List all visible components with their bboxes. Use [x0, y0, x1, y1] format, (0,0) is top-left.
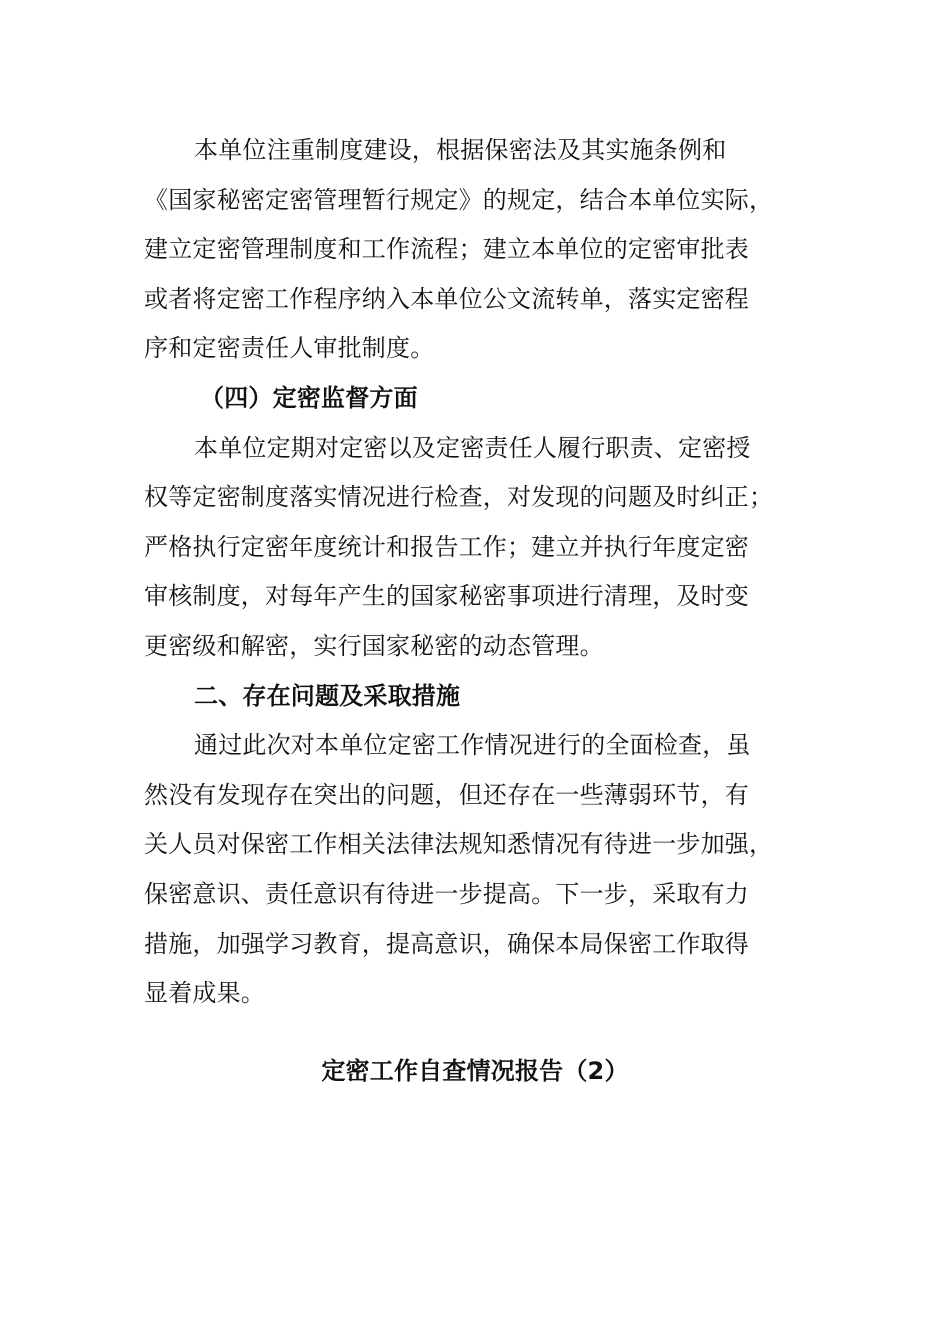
paragraph-line: 显着成果。: [144, 979, 265, 1008]
paragraph-line: 保密意识、责任意识有待进一步提高。下一步，采取有力: [144, 879, 749, 908]
paragraph-system-building: [144, 126, 808, 374]
section-heading-supervision: （四）定密监督方面: [200, 383, 418, 412]
paragraph-line: 审核制度，对每年产生的国家秘密事项进行清理，及时变: [144, 582, 749, 611]
paragraph-line: 权等定密制度落实情况进行检查，对发现的问题及时纠正；: [144, 483, 774, 512]
paragraph-problems: [144, 721, 808, 1019]
report-title: 定密工作自查情况报告（2）: [321, 1057, 629, 1085]
document-body: [144, 126, 808, 1019]
paragraph-line: 通过此次对本单位定密工作情况进行的全面检查，虽: [194, 731, 751, 760]
paragraph-line: 本单位定期对定密以及定密责任人履行职责、定密授: [194, 433, 751, 462]
paragraph-line: 措施，加强学习教育，提高意识，确保本局保密工作取得: [144, 929, 749, 958]
paragraph-line: 《国家秘密定密管理暂行规定》的规定，结合本单位实际，: [144, 185, 774, 214]
section-heading-problems: 二、存在问题及采取措施: [194, 681, 461, 710]
paragraph-line: 建立定密管理制度和工作流程；建立本单位的定密审批表: [144, 235, 749, 264]
paragraph-line: 本单位注重制度建设，根据保密法及其实施条例和: [194, 136, 727, 164]
paragraph-line: 更密级和解密，实行国家秘密的动态管理。: [144, 631, 604, 660]
paragraph-supervision: [144, 424, 808, 672]
paragraph-line: 然没有发现存在突出的问题，但还存在一些薄弱环节，有: [144, 780, 749, 809]
paragraph-line: 关人员对保密工作相关法律法规知悉情况有待进一步加强，: [144, 830, 774, 859]
paragraph-line: 严格执行定密年度统计和报告工作；建立并执行年度定密: [144, 532, 749, 561]
report-title-block: [0, 1046, 950, 1096]
paragraph-line: 序和定密责任人审批制度。: [144, 334, 435, 363]
paragraph-line: 或者将定密工作程序纳入本单位公文流转单，落实定密程: [144, 284, 749, 313]
